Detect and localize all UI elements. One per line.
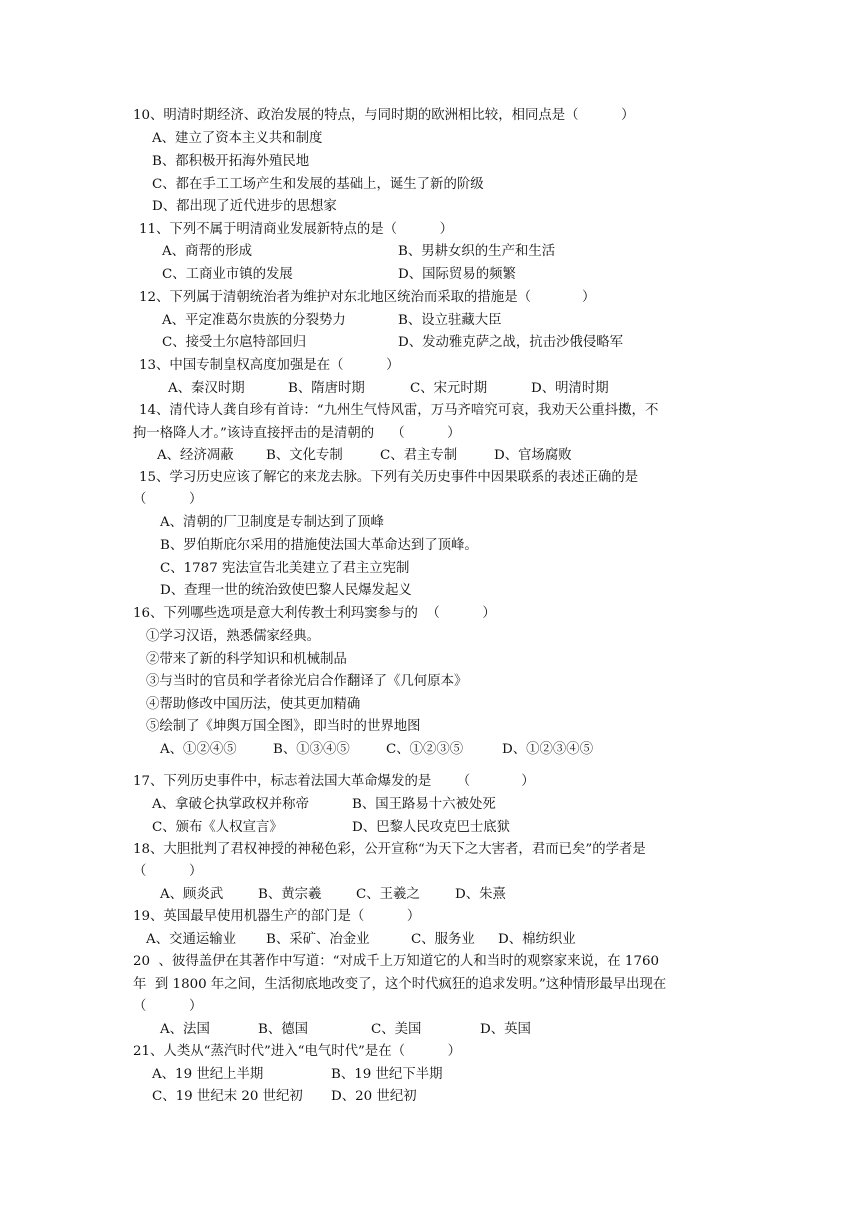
question-20-stem-line2: 年 到 1800 年之间，生活彻底地改变了，这个时代疯狂的追求发明。”这种情形最早出现在: [133, 977, 667, 992]
question-15-option-c: C、1787 宪法宣告北美建立了君主立宪制: [160, 561, 410, 576]
question-10-option-d: D、都出现了近代进步的思想家: [152, 199, 337, 214]
question-20-option-b: B、德国: [258, 1022, 309, 1037]
question-12-option-a: A、平定准葛尔贵族的分裂势力: [162, 313, 346, 328]
question-16-option-d: D、①②③④⑤: [502, 742, 594, 757]
question-14-option-d: D、官场腐败: [494, 448, 572, 463]
question-11-option-b: B、男耕女织的生产和生活: [398, 244, 556, 259]
question-12-stem: 12、下列属于清朝统治者为维护对东北地区统治而采取的措施是（ ）: [139, 290, 596, 305]
question-11-option-c: C、工商业市镇的发展: [162, 267, 293, 282]
question-12-option-b: B、设立驻藏大臣: [398, 313, 502, 328]
question-16-option-b: B、①③④⑤: [273, 742, 350, 757]
question-10-option-a: A、建立了资本主义共和制度: [152, 131, 323, 146]
question-18-stem-line2: （ ）: [133, 864, 203, 879]
question-13-option-c: C、宋元时期: [410, 381, 488, 396]
question-21-option-a: A、19 世纪上半期: [152, 1067, 264, 1082]
question-21-option-d: D、20 世纪初: [331, 1089, 417, 1104]
question-18-option-d: D、朱熹: [455, 887, 506, 902]
question-13-option-b: B、隋唐时期: [288, 381, 365, 396]
question-18-stem-line1: 18、大胆批判了君权神授的神秘色彩，公开宣称“为天下之大害者，君而已矣”的学者是: [133, 842, 646, 857]
question-13-option-a: A、秦汉时期: [168, 381, 245, 396]
question-20-stem-line3: （ ）: [133, 999, 203, 1014]
question-15-stem-line2: （ ）: [133, 492, 203, 507]
question-17-option-d: D、巴黎人民攻克巴士底狱: [352, 820, 511, 835]
question-21-stem: 21、人类从“蒸汽时代”进入“电气时代”是在（ ）: [133, 1044, 462, 1059]
question-10-option-b: B、都积极开拓海外殖民地: [152, 154, 310, 169]
question-16-option-a: A、①②④⑤: [160, 742, 237, 757]
question-10-stem: 10、明清时期经济、政治发展的特点，与同时期的欧洲相比较，相同点是（ ）: [133, 108, 635, 123]
question-21-option-b: B、19 世纪下半期: [331, 1067, 443, 1082]
question-14-option-b: B、文化专制: [266, 448, 343, 463]
question-17-option-b: B、国王路易十六被处死: [352, 797, 496, 812]
question-12-option-c: C、接受土尔扈特部回归: [162, 335, 307, 350]
question-10-option-c: C、都在手工工场产生和发展的基础上，诞生了新的阶级: [152, 177, 484, 192]
question-15-option-b: B、罗伯斯庇尔采用的措施使法国大革命达到了顶峰。: [160, 538, 478, 553]
question-20-option-a: A、法国: [160, 1022, 210, 1037]
question-13-option-d: D、明清时期: [531, 381, 609, 396]
question-15-option-a: A、清朝的厂卫制度是专制达到了顶峰: [160, 515, 384, 530]
question-14-option-c: C、君主专制: [380, 448, 458, 463]
question-14-stem-line2: 拘一格降人才。”该诗直接抨击的是清朝的 （ ）: [133, 426, 461, 441]
question-17-stem: 17、下列历史事件中，标志着法国大革命爆发的是 （ ）: [133, 774, 535, 789]
question-19-option-b: B、采矿、冶金业: [266, 932, 370, 947]
question-15-stem-line1: 15、学习历史应该了解它的来龙去脉。下列有关历史事件中因果联系的表述正确的是: [139, 470, 639, 485]
question-20-option-d: D、英国: [480, 1022, 531, 1037]
question-19-stem: 19、英国最早使用机器生产的部门是（ ）: [133, 909, 421, 924]
question-16-item-5: ⑤绘制了《坤舆万国全图》，即当时的世界地图: [146, 719, 421, 734]
question-17-option-a: A、拿破仑执掌政权并称帝: [152, 797, 309, 812]
question-14-stem-line1: 14、清代诗人龚自珍有首诗：“九州生气恃风雷，万马齐喑究可哀，我劝天公重抖擞，不: [139, 403, 659, 418]
question-16-item-1: ①学习汉语，熟悉儒家经典。: [146, 629, 321, 644]
question-19-option-a: A、交通运输业: [146, 932, 237, 947]
question-16-stem: 16、下列哪些选项是意大利传教士利玛窦参与的 （ ）: [133, 606, 496, 621]
question-13-stem: 13、中国专制皇权高度加强是在（ ）: [139, 358, 400, 373]
question-20-stem-line1: 20 、彼得盖伊在其著作中写道：“对成千上万知道它的人和当时的观察家来说，在 1760: [133, 954, 660, 969]
question-19-option-d: D、棉纺织业: [498, 932, 576, 947]
question-11-option-a: A、商帮的形成: [162, 244, 253, 259]
question-16-option-c: C、①②③⑤: [386, 742, 464, 757]
question-19-option-c: C、服务业: [411, 932, 475, 947]
question-18-option-c: C、王羲之: [356, 887, 420, 902]
question-14-option-a: A、经济凋蔽: [157, 448, 234, 463]
question-18-option-a: A、顾炎武: [160, 887, 224, 902]
question-21-option-c: C、19 世纪末 20 世纪初: [152, 1089, 303, 1104]
question-16-item-2: ②带来了新的科学知识和机械制品: [146, 652, 347, 667]
question-20-option-c: C、美国: [371, 1022, 422, 1037]
question-12-option-d: D、发动雅克萨之战，抗击沙俄侵略军: [398, 335, 623, 350]
question-11-stem: 11、下列不属于明清商业发展新特点的是（ ）: [139, 222, 454, 237]
question-16-item-3: ③与当时的官员和学者徐光启合作翻译了《几何原本》: [146, 674, 468, 689]
question-15-option-d: D、查理一世的统治致使巴黎人民爆发起义: [160, 583, 412, 598]
question-17-option-c: C、颁布《人权宣言》: [152, 820, 283, 835]
question-11-option-d: D、国际贸易的频繁: [398, 267, 516, 282]
question-16-item-4: ④帮助修改中国历法，使其更加精确: [146, 697, 361, 712]
question-18-option-b: B、黄宗羲: [258, 887, 322, 902]
